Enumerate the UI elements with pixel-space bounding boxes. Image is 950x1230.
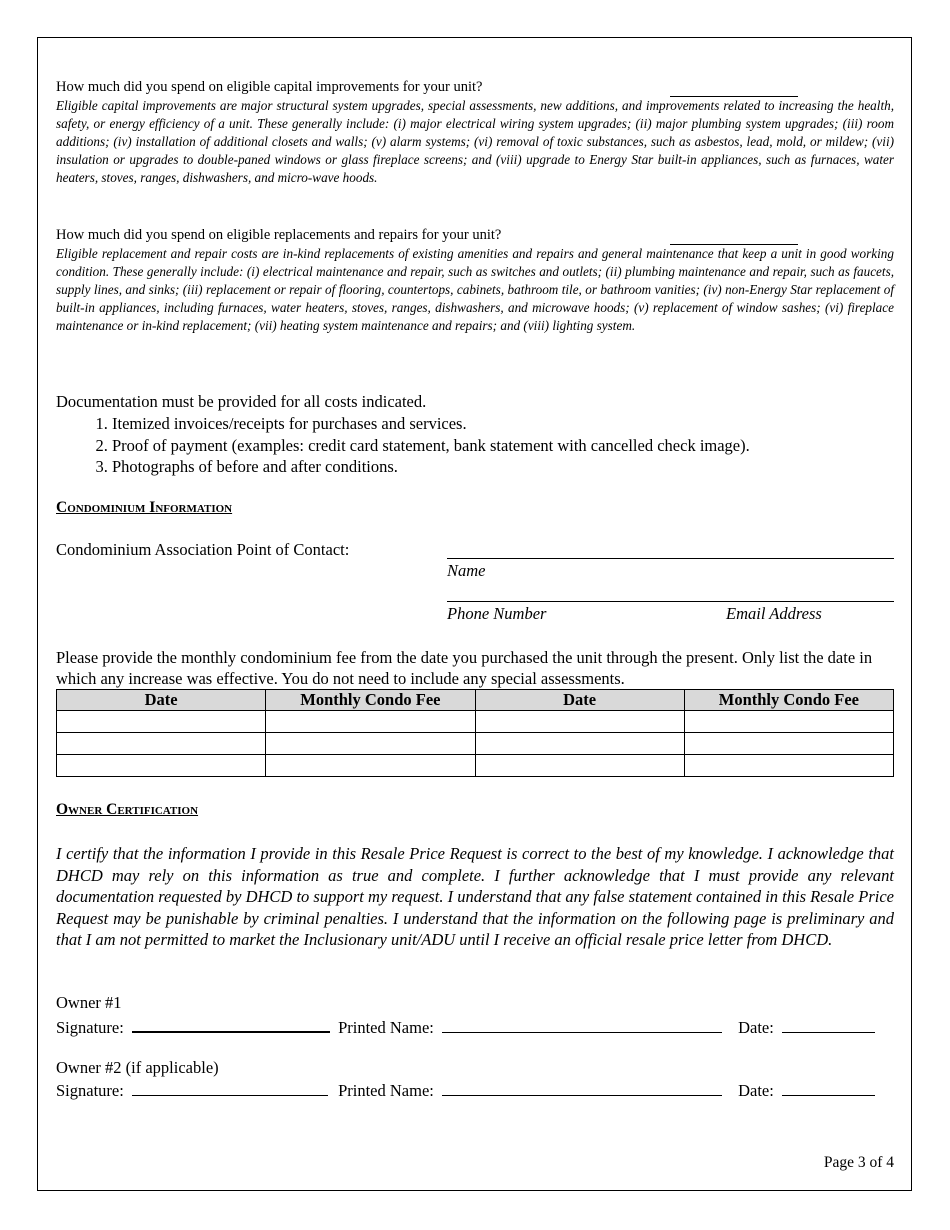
owner2-date-field[interactable] <box>782 1079 875 1096</box>
repairs-question: How much did you spend on eligible replacements and repairs for your unit? <box>56 227 502 243</box>
signature-label: Signature: <box>56 1081 124 1100</box>
list-item: 3. Photographs of before and after conditions. <box>112 456 750 478</box>
table-cell[interactable] <box>475 711 684 733</box>
table-cell[interactable] <box>266 755 475 777</box>
list-item: 1. Itemized invoices/receipts for purchases and services. <box>112 413 750 435</box>
table-cell[interactable] <box>475 733 684 755</box>
owner2-signature-row <box>56 1079 875 1101</box>
repairs-amount-field[interactable] <box>670 228 798 245</box>
table-cell[interactable] <box>266 733 475 755</box>
column-header-monthly-condo-fee: Monthly Condo Fee <box>266 690 475 711</box>
date-label: Date: <box>738 1018 774 1037</box>
contact-phone-email-field[interactable] <box>447 583 894 602</box>
capital-amount-field[interactable] <box>670 80 798 97</box>
owner1-date-field[interactable] <box>782 1016 875 1033</box>
contact-label: Condominium Association Point of Contact: <box>56 540 350 559</box>
table-cell[interactable] <box>475 755 684 777</box>
email-label: Email Address <box>726 604 822 623</box>
signature-label: Signature: <box>56 1018 124 1037</box>
owner2-printed-name-field[interactable] <box>442 1079 722 1096</box>
date-label: Date: <box>738 1081 774 1100</box>
table-cell[interactable] <box>57 733 266 755</box>
printed-name-label: Printed Name: <box>338 1018 434 1037</box>
name-label: Name <box>447 561 486 580</box>
capital-question: How much did you spend on eligible capital improvements for your unit? <box>56 79 483 95</box>
capital-note: Eligible capital improvements are major structural system upgrades, special assessments, new additions, and improvements related to increasing the health, safety, or energy efficiency of a unit. These generally include: (i) major electrical wiring system upgrades; (ii) major plumbing system upgrades; (iii) room additions; (iv) installation of additional closets and walls; (v) alarm systems; (vi) removal of toxic substances, such as asbestos, lead, mold, or mildew; (vii) insulation or upgrades to double-paned windows or glass fireplace screens; and (viii) upgrade to Energy Star built-in appliances, such as furnaces, water heaters, stoves, ranges, dishwashers, and micro-wave hoods. <box>56 98 894 185</box>
certification-heading: Owner Certification <box>56 801 199 818</box>
owner2-signature-field[interactable] <box>132 1079 328 1096</box>
column-header-date: Date <box>57 690 266 711</box>
documentation-intro: Documentation must be provided for all costs indicated. <box>56 392 427 411</box>
list-item: 2. Proof of payment (examples: credit card statement, bank statement with cancelled check image). <box>112 435 750 457</box>
contact-name-field[interactable] <box>447 540 894 559</box>
owner1-label: Owner #1 <box>56 993 122 1012</box>
printed-name-label: Printed Name: <box>338 1081 434 1100</box>
condo-fee-table <box>56 689 894 777</box>
table-cell[interactable] <box>684 733 893 755</box>
table-cell[interactable] <box>57 755 266 777</box>
condo-heading: Condominium Information <box>56 499 233 516</box>
table-cell[interactable] <box>684 755 893 777</box>
certification-text: I certify that the information I provide in this Resale Price Request is correct to the best of my knowledge. I acknowledge that DHCD may rely on this information as true and complete. I further acknowledge that I must provide any relevant documentation requested by DHCD to support my request. I understand that any false statement contained in this Resale Price Request may be punishable by criminal penalties. I understand that the information on the following page is preliminary and that I am not permitted to market the Inclusionary unit/ADU until I receive an official resale price letter from DHCD. <box>56 844 894 949</box>
owner1-signature-field[interactable] <box>132 1015 330 1033</box>
table-cell[interactable] <box>266 711 475 733</box>
repairs-note: Eligible replacement and repair costs are in-kind replacements of existing amenities and repairs and general maintenance that keep a unit in good working condition. These generally include: (i) electrical maintenance and repair, such as switches and outlets; (ii) plumbing maintenance and repair, such as faucets, supply lines, and sinks; (iii) replacement or repair of flooring, countertops, cabinets, bathroom tile, or bathroom vanities; (iv) non-Energy Star replacement of built-in appliances, including furnaces, water heaters, stoves, ranges, dishwashers, and microwave hoods; (v) replacement of window sashes; (vi) fireplace maintenance or in-kind replacement; (vii) heating system maintenance and repairs; and (viii) lighting system. <box>56 246 894 333</box>
documentation-list <box>56 413 750 478</box>
table-row <box>57 755 894 777</box>
table-row <box>57 733 894 755</box>
page-number: Page 3 of 4 <box>823 1154 894 1171</box>
owner1-signature-row <box>56 1015 875 1038</box>
fee-instructions: Please provide the monthly condominium fee from the date you purchased the unit through the present. Only list the date in which any increase was effective. You do not need to include any special assessments. <box>56 648 873 688</box>
table-row <box>57 711 894 733</box>
owner2-label: Owner #2 (if applicable) <box>56 1058 219 1077</box>
column-header-monthly-condo-fee: Monthly Condo Fee <box>684 690 893 711</box>
table-cell[interactable] <box>57 711 266 733</box>
table-cell[interactable] <box>684 711 893 733</box>
phone-label: Phone Number <box>447 604 547 623</box>
column-header-date: Date <box>475 690 684 711</box>
table-header-row <box>57 690 894 711</box>
owner1-printed-name-field[interactable] <box>442 1016 722 1033</box>
